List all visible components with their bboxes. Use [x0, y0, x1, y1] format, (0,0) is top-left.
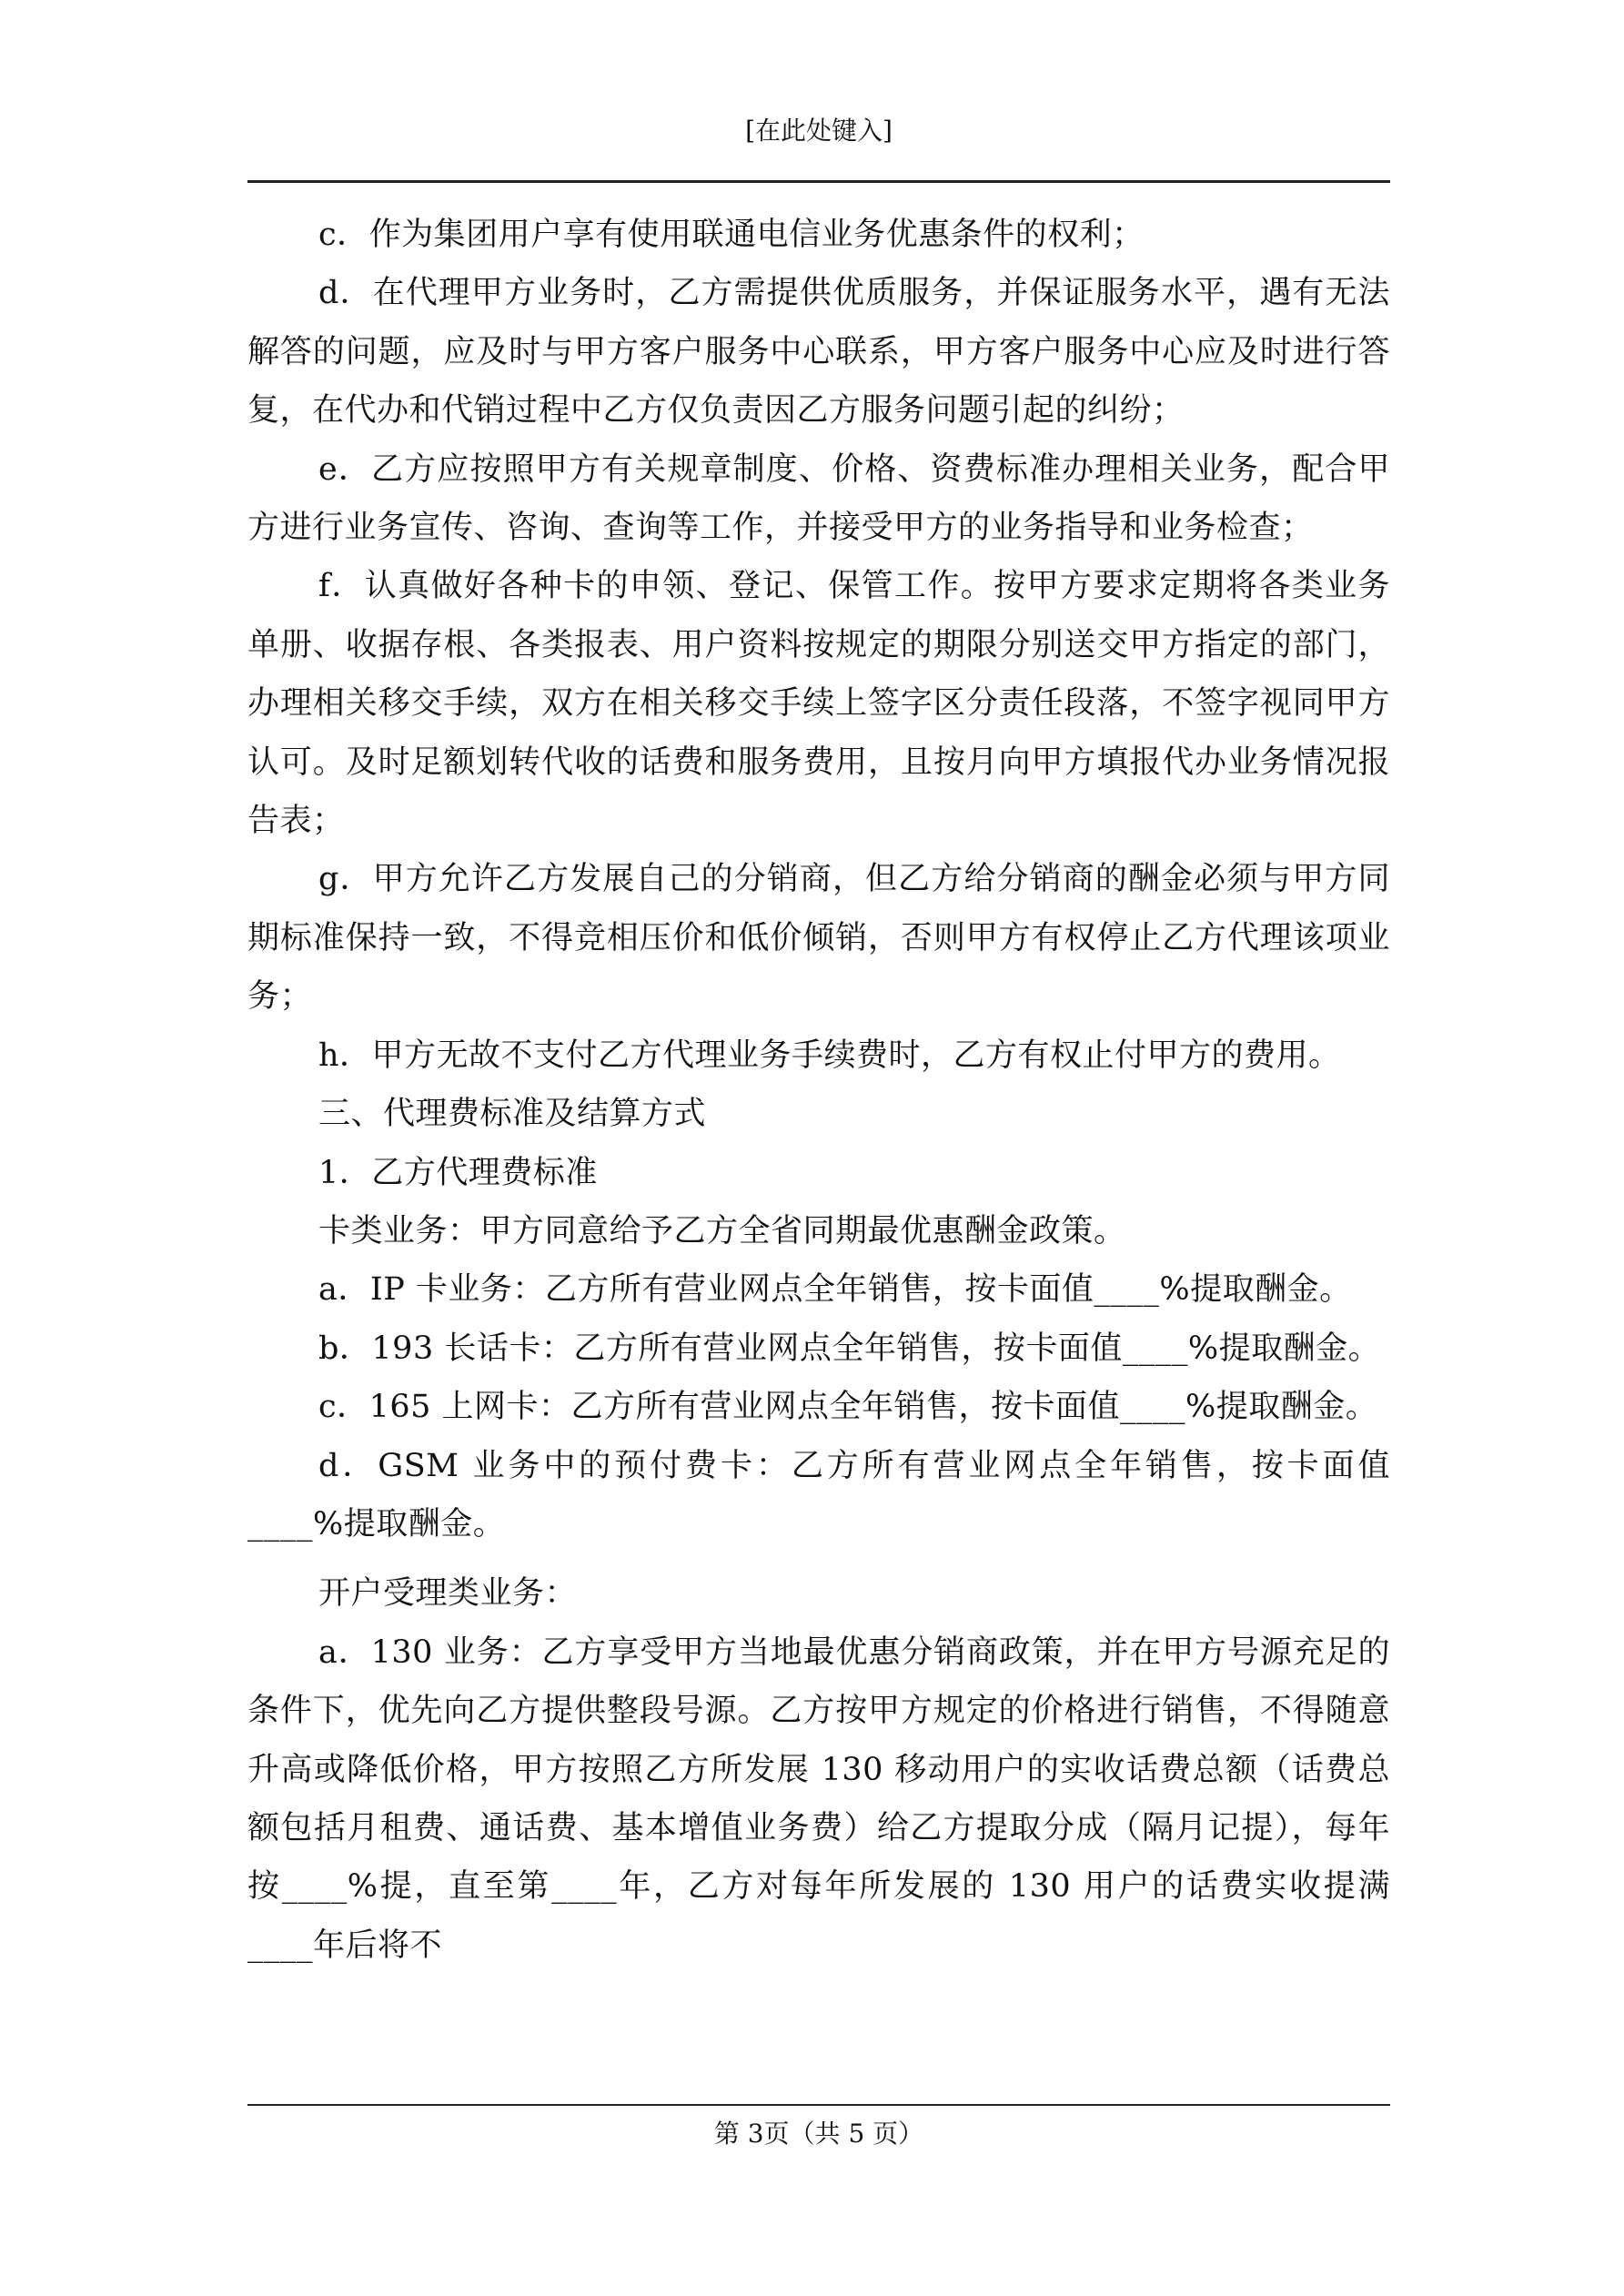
page-footer: 第 3页（共 5 页）: [713, 2119, 924, 2149]
card-item-165: c．165 上网卡：乙方所有营业网点全年销售，按卡面值____%提取酬金。: [318, 1389, 1378, 1426]
account-business-intro: 开户受理类业务：: [318, 1575, 578, 1613]
card-item-gsm: d．GSM 业务中的预付费卡：乙方所有营业网点全年销售，按卡面值____%提取酬金。: [247, 1447, 1390, 1542]
paragraph-gap: [247, 1553, 1390, 1564]
paragraph-e: e．乙方应按照甲方有关规章制度、价格、资费标准办理相关业务，配合甲方进行业务宣传、咨询、查询等工作，并接受甲方的业务指导和业务检查；: [247, 450, 1390, 547]
page-header: [在此处键入]: [745, 116, 893, 146]
paragraph-g: g．甲方允许乙方发展自己的分销商，但乙方给分销商的酬金必须与甲方同期标准保持一致，不得竞相压价和低价倾销，否则甲方有权停止乙方代理该项业务；: [247, 861, 1390, 1016]
card-item-ip: a．IP 卡业务：乙方所有营业网点全年销售，按卡面值____%提取酬金。: [318, 1271, 1352, 1309]
header-rule: [247, 180, 1390, 183]
footer-rule: [247, 2104, 1390, 2106]
paragraph-h: h．甲方无故不支付乙方代理业务手续费时，乙方有权止付甲方的费用。: [318, 1037, 1341, 1074]
paragraph-d: d．在代理甲方业务时，乙方需提供优质服务，并保证服务水平，遇有无法解答的问题，应及时与甲方客户服务中心联系，甲方客户服务中心应及时进行答复，在代办和代销过程中乙方仅负责因乙方服务问题引起的纠纷；: [247, 275, 1390, 430]
account-item-130: a．130 业务：乙方享受甲方当地最优惠分销商政策，并在甲方号源充足的条件下，优先向乙方提供整段号源。乙方按甲方规定的价格进行销售，不得随意升高或降低价格，甲方按照乙方所发展 130 移动用户的实收话费总额（话费总额包括月租费、通话费、基本增值业务费）给乙方提取分成（隔月记提），每年按____%提，直至第____年，乙方对每年所发展的 130 用户的话费实收提满____年后将不: [247, 1633, 1390, 1964]
section-heading-3: 三、代理费标准及结算方式: [318, 1096, 707, 1133]
paragraph-c: c．作为集团用户享有使用联通电信业务优惠条件的权利；: [318, 217, 1145, 253]
card-business-intro: 卡类业务：甲方同意给予乙方全省同期最优惠酬金政策。: [318, 1212, 1126, 1249]
document-body: [247, 206, 1390, 1975]
card-item-193: b．193 长话卡：乙方所有营业网点全年销售，按卡面值____%提取酬金。: [318, 1330, 1381, 1367]
subsection-heading-1: 1．乙方代理费标准: [318, 1154, 598, 1191]
paragraph-f: f．认真做好各种卡的申领、登记、保管工作。按甲方要求定期将各类业务单册、收据存根、各类报表、用户资料按规定的期限分别送交甲方指定的部门，办理相关移交手续，双方在相关移交手续上签字区分责任段落，不签字视同甲方认可。及时足额划转代收的话费和服务费用，且按月向甲方填报代办业务情况报告表；: [247, 568, 1390, 840]
